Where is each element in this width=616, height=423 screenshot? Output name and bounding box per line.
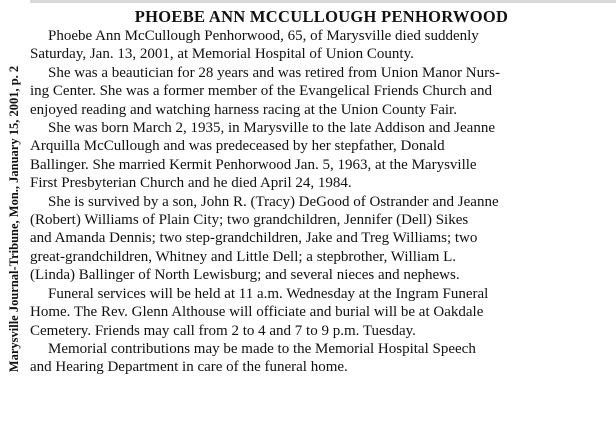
paragraph-birth-marriage (30, 119, 613, 193)
paragraph-death-notice (30, 27, 613, 64)
paragraph-services (30, 285, 613, 340)
text-line: She was a beautician for 28 years and was retired from Union Manor Nurs- (48, 64, 500, 81)
text-line: (Linda) Ballinger of North Lewisburg; and several nieces and nephews. (30, 267, 460, 284)
source-citation: Marysville Journal-Tribune, Mon., January 15, 2001, p. 2 (7, 65, 21, 373)
text-line: First Presbyterian Church and he died April 24, 1984. (30, 175, 352, 192)
text-line: enjoyed reading and watching harness racing at the Union County Fair. (30, 101, 457, 118)
text-line: Funeral services will be held at 11 a.m. Wednesday at the Ingram Funeral (48, 285, 489, 302)
text-line: Cemetery. Friends may call from 2 to 4 and 7 to 9 p.m. Tuesday. (30, 322, 416, 339)
text-line: Arquilla McCullough and was predeceased by her stepfather, Donald (30, 138, 445, 155)
text-line: ing Center. She was a former member of the Evangelical Friends Church and (30, 83, 492, 100)
text-line: and Amanda Dennis; two step-grandchildren, Jake and Treg Williams; two (30, 230, 478, 247)
text-line: Saturday, Jan. 13, 2001, at Memorial Hospital of Union County. (30, 46, 414, 63)
paragraph-memorials (30, 340, 613, 377)
text-line: Phoebe Ann McCullough Penhorwood, 65, of Marysville died suddenly (48, 28, 479, 44)
clipping-top-edge (30, 0, 616, 3)
text-line: and Hearing Department in care of the funeral home. (30, 359, 348, 376)
paragraph-career (30, 64, 613, 119)
paragraph-survivors (30, 193, 613, 285)
obituary-headline: PHOEBE ANN MCCULLOUGH PENHORWOOD (134, 7, 509, 26)
text-line: She was born March 2, 1935, in Marysville to the late Addison and Jeanne (48, 120, 495, 137)
text-line: Ballinger. She married Kermit Penhorwood Jan. 5, 1963, at the Marysville (30, 156, 477, 173)
text-line: (Robert) Williams of Plain City; two grandchildren, Jennifer (Dell) Sikes (30, 212, 469, 229)
obituary-article (30, 7, 613, 377)
text-line: Home. The Rev. Glenn Althouse will officiate and burial will be at Oakdale (30, 304, 484, 321)
text-line: Memorial contributions may be made to the Memorial Hospital Speech (48, 340, 476, 357)
text-line: She is survived by a son, John R. (Tracy) DeGood of Ostrander and Jeanne (48, 193, 499, 210)
text-line: great-grandchildren, Whitney and Little Dell; a stepbrother, William L. (30, 248, 457, 265)
